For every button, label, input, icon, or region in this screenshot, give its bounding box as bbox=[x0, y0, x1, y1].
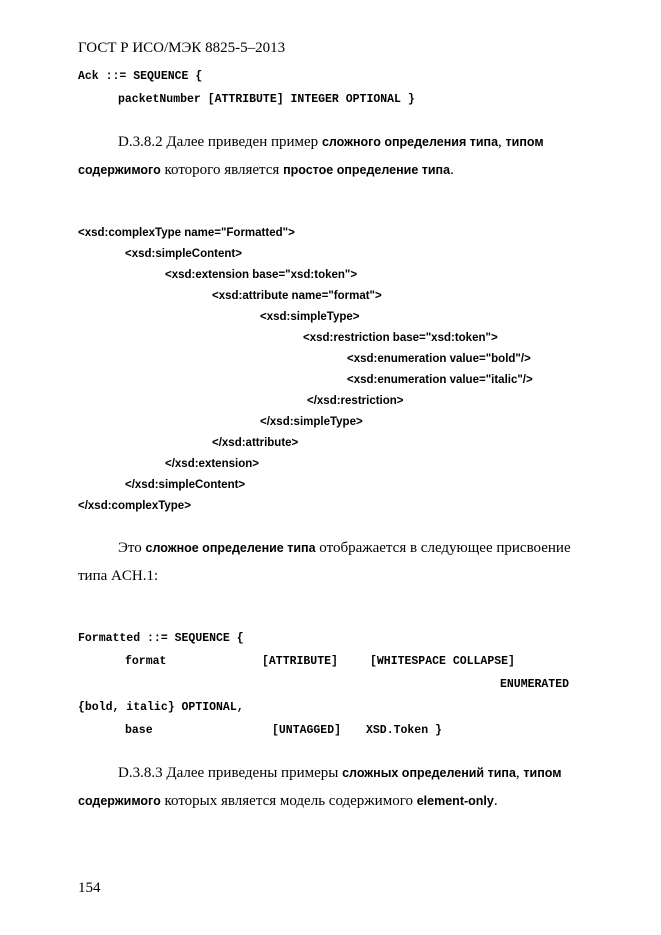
code-field: format bbox=[125, 655, 167, 668]
text: . bbox=[450, 162, 454, 178]
code-field: [WHITESPACE COLLAPSE] bbox=[370, 655, 515, 668]
term: сложных определений типа bbox=[342, 766, 516, 780]
xml-line: <xsd:enumeration value="italic"/> bbox=[347, 374, 533, 386]
text: , bbox=[498, 134, 506, 150]
xml-line: <xsd:attribute name="format"> bbox=[212, 290, 382, 302]
term: простое определение типа bbox=[283, 163, 451, 177]
code-line: {bold, italic} OPTIONAL, bbox=[78, 701, 244, 714]
xml-line: <xsd:simpleContent> bbox=[125, 248, 242, 260]
text: D.3.8.3 Далее приведены примеры bbox=[118, 765, 343, 781]
xml-line: <xsd:extension base="xsd:token"> bbox=[165, 269, 358, 281]
xml-line: </xsd:simpleType> bbox=[260, 416, 363, 428]
paragraph-mapping-line1 bbox=[118, 540, 571, 557]
code-field: XSD.Token } bbox=[366, 724, 442, 737]
code-line: Formatted ::= SEQUENCE { bbox=[78, 632, 244, 645]
text: которого является bbox=[160, 162, 284, 178]
code-line: Ack ::= SEQUENCE { bbox=[78, 70, 203, 83]
text: которых является модель содержимого bbox=[160, 793, 417, 809]
xml-line: </xsd:extension> bbox=[165, 458, 259, 470]
term: сложного определения типа bbox=[321, 135, 499, 149]
term: типом bbox=[523, 766, 562, 780]
text: отображается в следующее присвоение bbox=[315, 540, 571, 556]
term: element-only bbox=[416, 794, 494, 808]
xml-line: <xsd:complexType name="Formatted"> bbox=[78, 227, 295, 239]
paragraph-d383-line1 bbox=[118, 765, 561, 782]
code-field: [ATTRIBUTE] bbox=[262, 655, 338, 668]
paragraph-d382-line2 bbox=[78, 162, 454, 179]
xml-line: </xsd:restriction> bbox=[307, 395, 404, 407]
code-field: base bbox=[125, 724, 153, 737]
xml-line: <xsd:restriction base="xsd:token"> bbox=[303, 332, 498, 344]
xml-line: </xsd:attribute> bbox=[212, 437, 299, 449]
text: D.3.8.2 Далее приведен пример bbox=[118, 134, 322, 150]
term: сложное определение типа bbox=[145, 541, 316, 555]
text: Это bbox=[118, 540, 146, 556]
text: , bbox=[515, 765, 524, 781]
term: содержимого bbox=[78, 163, 161, 177]
page-number: 154 bbox=[78, 880, 101, 896]
xml-line: <xsd:simpleType> bbox=[260, 311, 360, 323]
xml-line: </xsd:complexType> bbox=[78, 500, 191, 512]
term: типом bbox=[505, 135, 544, 149]
text: . bbox=[493, 793, 498, 809]
code-line: packetNumber [ATTRIBUTE] INTEGER OPTIONAL } bbox=[118, 93, 415, 106]
xml-line: <xsd:enumeration value="bold"/> bbox=[347, 353, 531, 365]
document-header: ГОСТ Р ИСО/МЭК 8825-5–2013 bbox=[78, 40, 286, 56]
term: содержимого bbox=[78, 794, 161, 808]
code-field: [UNTAGGED] bbox=[272, 724, 342, 737]
xml-line: </xsd:simpleContent> bbox=[125, 479, 246, 491]
paragraph-d383-line2 bbox=[78, 793, 498, 810]
code-field: ENUMERATED bbox=[500, 678, 570, 691]
paragraph-mapping-line2: типа ACH.1: bbox=[78, 568, 159, 584]
paragraph-d382-line1 bbox=[118, 134, 544, 151]
